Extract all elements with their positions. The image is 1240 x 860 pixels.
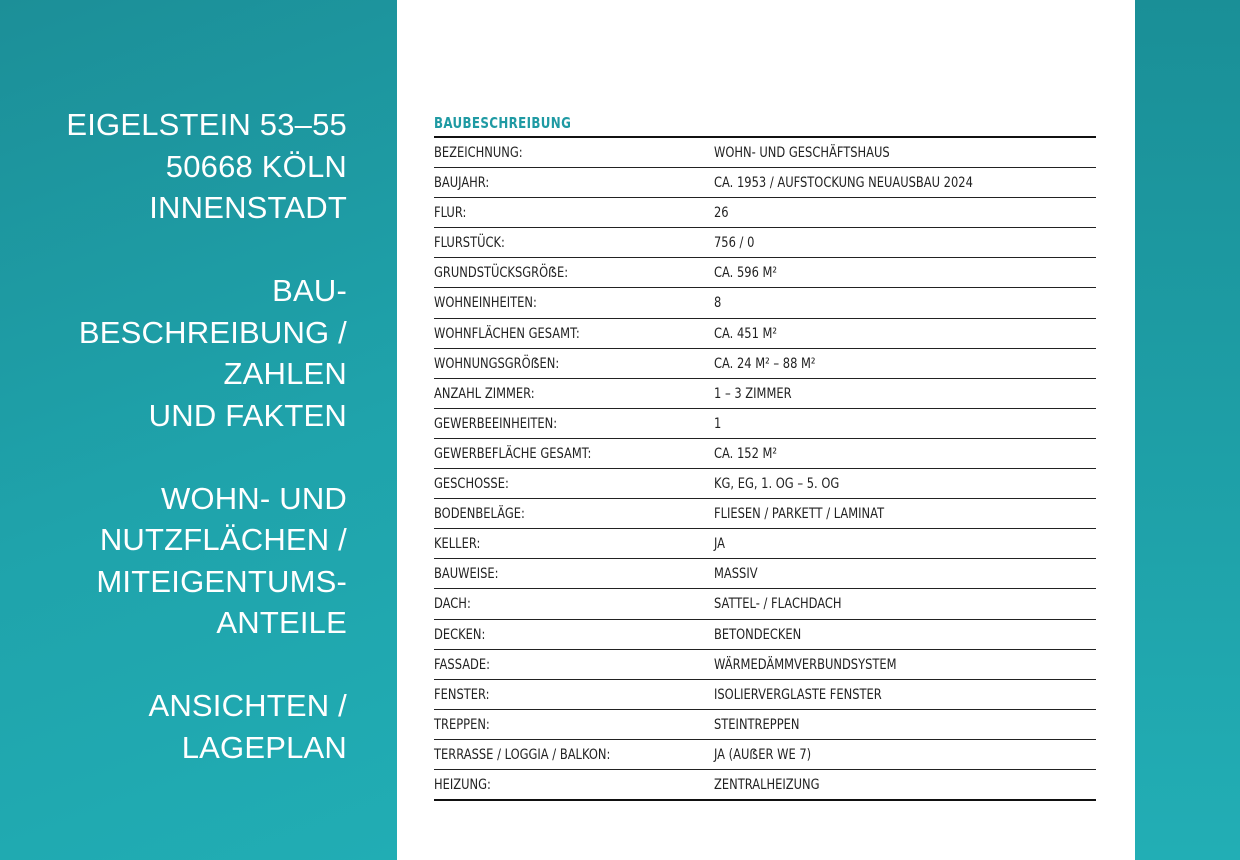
table-row	[434, 228, 1096, 258]
table-row	[434, 770, 1096, 799]
section-navigation	[7, 104, 347, 768]
row-label: ANZAHL ZIMMER:	[434, 385, 535, 402]
row-value: FLIESEN / PARKETT / LAMINAT	[714, 506, 885, 523]
row-value: 1 – 3 ZIMMER	[714, 385, 792, 402]
table-row	[434, 680, 1096, 710]
table-row	[434, 499, 1096, 529]
row-value: STEINTREPPEN	[714, 716, 800, 733]
row-value: BETONDECKEN	[714, 626, 802, 643]
table-row	[434, 439, 1096, 469]
table-row	[434, 469, 1096, 499]
row-label: WOHNUNGSGRÖẞEN:	[434, 355, 560, 372]
row-value: CA. 451 M²	[714, 325, 778, 342]
row-label: DACH:	[434, 596, 471, 613]
spec-table	[434, 136, 1096, 801]
table-row	[434, 319, 1096, 349]
row-value: 756 / 0	[714, 235, 755, 252]
row-value: WOHN- UND GESCHÄFTSHAUS	[714, 145, 890, 161]
row-value: SATTEL- / FLACHDACH	[714, 596, 842, 613]
table-row	[434, 559, 1096, 589]
row-value: JA	[714, 536, 726, 553]
table-row	[434, 529, 1096, 559]
nav-item-label: LAGEPLAN	[181, 729, 347, 765]
nav-item-wohnflaechen[interactable]	[7, 478, 347, 644]
row-label: HEIZUNG:	[434, 776, 491, 793]
nav-item-ansichten[interactable]	[7, 685, 347, 768]
row-label: BODENBELÄGE:	[434, 506, 525, 523]
table-row	[434, 288, 1096, 318]
nav-item-label: UND FAKTEN	[148, 397, 347, 433]
table-row	[434, 349, 1096, 379]
address-line: EIGELSTEIN 53–55	[66, 107, 347, 142]
row-label: FLUR:	[434, 205, 467, 222]
nav-item-label: MITEIGENTUMS-	[96, 563, 347, 599]
row-value: CA. 152 M²	[714, 445, 778, 462]
row-label: GESCHOSSE:	[434, 476, 509, 493]
row-value: WÄRMEDÄMMVERBUNDSYSTEM	[714, 656, 897, 673]
row-label: KELLER:	[434, 536, 481, 553]
row-label: GEWERBEEINHEITEN:	[434, 415, 558, 432]
nav-item-label: ZAHLEN	[223, 356, 347, 391]
address-line: 50668 KÖLN	[165, 148, 347, 184]
table-row	[434, 198, 1096, 228]
nav-item-label: ANSICHTEN /	[148, 688, 347, 723]
row-value: MASSIV	[714, 566, 758, 583]
row-label: WOHNFLÄCHEN GESAMT:	[434, 325, 580, 342]
row-label: FASSADE:	[434, 656, 491, 673]
table-row	[434, 258, 1096, 288]
nav-item-label: WOHN- UND	[160, 480, 347, 516]
row-value: CA. 596 M²	[714, 265, 778, 282]
row-value: 26	[714, 205, 729, 222]
row-value: 1	[714, 415, 722, 432]
row-value: JA (AUẞER WE 7)	[714, 746, 812, 763]
row-value: CA. 1953 / AUFSTOCKUNG NEUAUSBAU 2024	[714, 175, 973, 192]
row-label: FLURSTÜCK:	[434, 235, 505, 252]
row-label: DECKEN:	[434, 626, 486, 643]
table-row	[434, 409, 1096, 439]
table-row	[434, 168, 1096, 198]
row-label: BAUJAHR:	[434, 175, 490, 192]
row-label: TERRASSE / LOGGIA / BALKON:	[434, 746, 611, 763]
table-row	[434, 740, 1096, 770]
sidebar-panel	[0, 0, 397, 860]
address-heading	[7, 104, 347, 229]
nav-item-label: BESCHREIBUNG /	[78, 314, 347, 350]
row-value: KG, EG, 1. OG – 5. OG	[714, 476, 840, 493]
table-row	[434, 379, 1096, 409]
section-title: BAUBESCHREIBUNG	[434, 114, 572, 132]
nav-item-label: BAU-	[272, 273, 347, 308]
right-edge-strip	[1135, 0, 1240, 860]
row-label: GRUNDSTÜCKSGRÖẞE:	[434, 265, 569, 282]
row-label: FENSTER:	[434, 686, 490, 703]
table-row	[434, 138, 1096, 168]
content-area	[397, 0, 1135, 860]
table-row	[434, 710, 1096, 740]
nav-item-baubeschreibung[interactable]	[7, 270, 347, 436]
table-row	[434, 620, 1096, 650]
address-line: INNENSTADT	[149, 190, 347, 225]
row-value: CA. 24 M² – 88 M²	[714, 355, 816, 372]
row-value: ZENTRALHEIZUNG	[714, 776, 820, 793]
row-label: GEWERBEFLÄCHE GESAMT:	[434, 445, 592, 462]
row-value: ISOLIERVERGLASTE FENSTER	[714, 686, 882, 703]
nav-item-label: NUTZFLÄCHEN /	[99, 522, 347, 557]
row-label: BEZEICHNUNG:	[434, 145, 523, 161]
row-label: BAUWEISE:	[434, 566, 499, 583]
table-row	[434, 589, 1096, 619]
row-value: 8	[714, 295, 722, 312]
row-label: WOHNEINHEITEN:	[434, 295, 537, 312]
nav-item-label: ANTEILE	[216, 605, 347, 640]
table-row	[434, 650, 1096, 680]
row-label: TREPPEN:	[434, 716, 490, 733]
